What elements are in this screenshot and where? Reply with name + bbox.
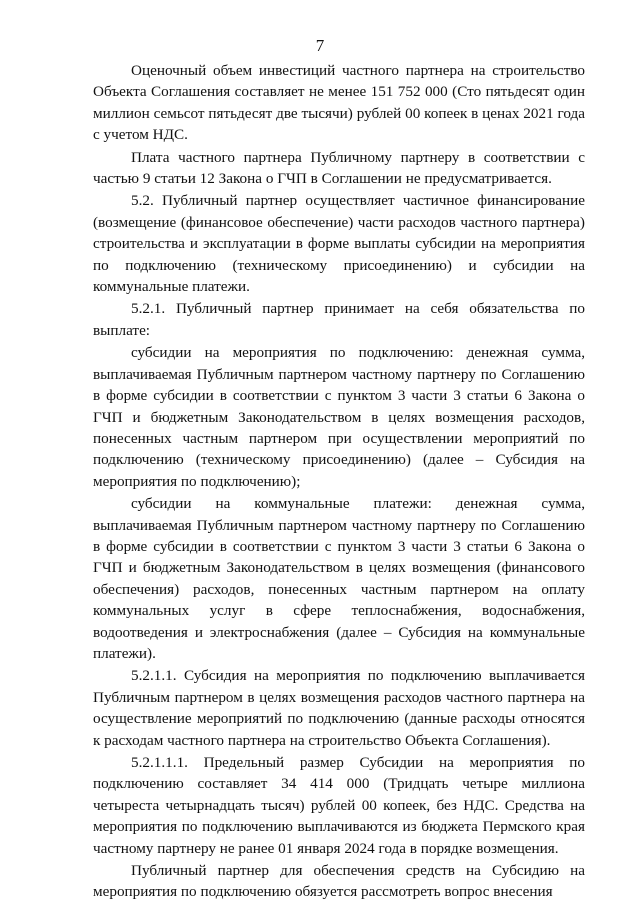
paragraph-5-2: 5.2. Публичный партнер осуществляет частичное финансирование (возмещение (финансовое обеспечение) части расходов частного партнера) строительства и эксплуатации в форме выплаты субсидии на мероприятия по подключению (техническому присоединению) и субсидии на коммунальные платежи. [93, 192, 585, 296]
paragraph-utility-subsidy: субсидии на коммунальные платежи: денежная сумма, выплачиваемая Публичным партнером частному партнеру по Соглашению в форме субсидии в соответствии с пунктом 3 части 3 статьи 6 Закона о ГЧП и бюджетным Законодательством в целях возмещения (финансового обеспечения) расходов, понесенных частным партнером на оплату коммунальных услуг в сфере теплоснабжения, водоснабжения, водоотведения и электроснабжения (далее – Субсидия на коммунальные платежи). [93, 495, 585, 662]
paragraph-5-2-1-1-1: 5.2.1.1.1. Предельный размер Субсидии на мероприятия по подключению составляет 34 414 000 (Тридцать четыре миллиона четыреста четырнадцать тысяч) рублей 00 копеек, без НДС. Средства на мероприятия по подключению выплачиваются из бюджета Пермского края частному партнеру не ранее 01 января 2024 года в порядке возмещения. [93, 754, 585, 857]
paragraph-5-2-1-1: 5.2.1.1. Субсидия на мероприятия по подключению выплачивается Публичным партнером в целях возмещения расходов частного партнера на осуществление мероприятий по подключению (данные расходы относятся к расходам частного партнера на строительство Объекта Соглашения). [93, 667, 585, 749]
paragraph-public-partner-obligation: Публичный партнер для обеспечения средств на Субсидию на мероприятия по подключению обязуется рассмотреть вопрос внесения [93, 862, 585, 901]
page-number: 7 [315, 36, 325, 55]
paragraph-5-2-1: 5.2.1. Публичный партнер принимает на себя обязательства по выплате: [93, 300, 585, 339]
paragraph-private-partner-fee: Плата частного партнера Публичному партнеру в соответствии с частью 9 статьи 12 Закона о ГЧП в Соглашении не предусматривается. [93, 148, 585, 188]
paragraph-investment-volume: Оценочный объем инвестиций частного партнера на строительство Объекта Соглашения составляет не менее 151 752 000 (Сто пятьдесят один миллион семьсот пятьдесят две тысячи) рублей 00 копеек в ценах 2021 года с учетом НДС. [93, 62, 585, 144]
paragraph-connection-subsidy: субсидии на мероприятия по подключению: денежная сумма, выплачиваемая Публичным партнером частному партнеру по Соглашению в форме субсидии в соответствии с пунктом 3 части 3 статьи 6 Закона о ГЧП и бюджетным Законодательством в целях возмещения расходов, понесенных частным партнером при осуществлении мероприятий по подключению (техническому присоединению) (далее – Субсидия на мероприятия по подключению); [93, 344, 585, 490]
body-text [93, 60, 585, 904]
